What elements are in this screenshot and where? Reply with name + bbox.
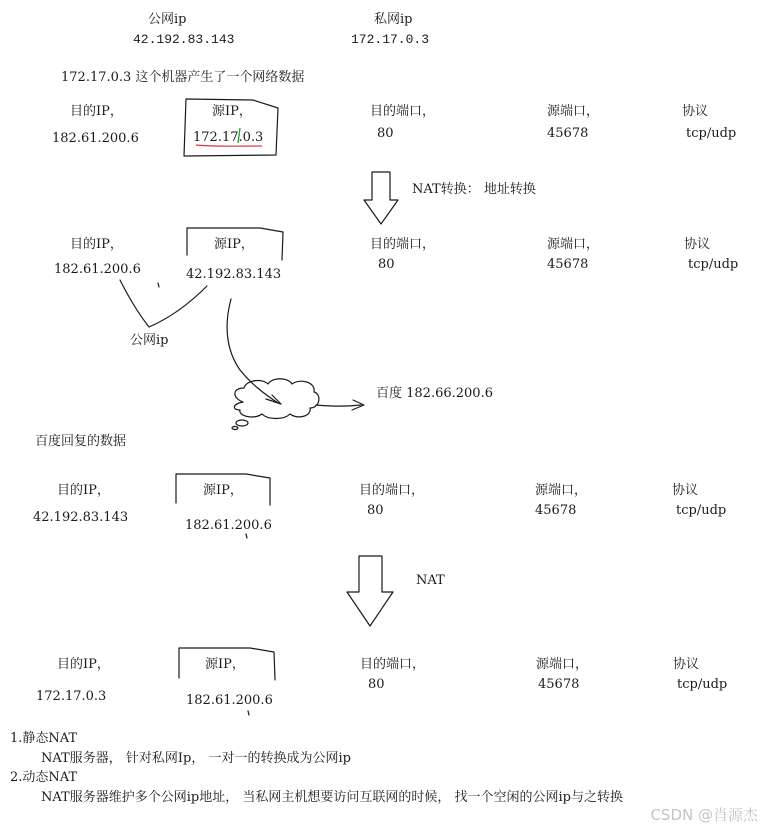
protocol-value: tcp/udp [688,257,739,272]
dst-port-value: 80 [367,503,384,518]
src-ip-label: 源IP， [205,657,245,672]
dst-ip-value: 172.17.0.3 [36,689,107,704]
static-nat-title: 1.静态NAT [10,731,78,746]
nat-label: NAT [416,573,445,588]
dynamic-nat-title: 2.动态NAT [10,770,78,785]
dst-ip-label: 目的IP， [70,104,123,119]
dst-ip-label: 目的IP， [57,657,110,672]
dst-port-value: 80 [378,257,395,272]
protocol-label: 协议 [682,104,709,119]
src-port-value: 45678 [535,503,577,518]
nat-down-arrow-icon [347,556,393,626]
dst-ip-value: 182.61.200.6 [54,262,141,277]
src-port-value: 45678 [547,257,589,272]
protocol-value: tcp/udp [676,503,727,518]
src-ip-value: 182.61.200.6 [185,518,272,533]
dynamic-nat-desc: NAT服务器维护多个公网ip地址， 当私网主机想要访问互联网的时候， 找一个空闲的公网ip与之转换 [41,790,623,805]
dst-port-label: 目的端口， [370,237,436,252]
src-ip-value: 172.17.0.3 [193,130,264,145]
baidu-reply-label: 百度回复的数据 [35,434,127,449]
dst-port-label: 目的端口， [359,483,425,498]
src-port-value: 45678 [538,677,580,692]
watermark: CSDN @肖源杰 [650,806,758,824]
public-ip-brace-label: 公网ip [130,333,169,348]
dst-port-value: 80 [368,677,385,692]
dst-port-value: 80 [377,126,394,141]
protocol-value: tcp/udp [686,126,737,141]
src-port-label: 源端口， [535,483,588,498]
dst-ip-value: 42.192.83.143 [33,510,129,525]
protocol-label: 协议 [673,657,700,672]
dst-ip-label: 目的IP， [57,483,110,498]
protocol-value: tcp/udp [677,677,728,692]
src-port-label: 源端口， [547,237,600,252]
src-ip-label: 源IP， [212,104,252,119]
src-ip-value: 42.192.83.143 [186,267,282,282]
protocol-label: 协议 [672,483,699,498]
nat-translate-label: NAT转换： 地址转换 [412,182,536,197]
dst-port-label: 目的端口， [360,657,426,672]
private-ip-value: 172.17.0.3 [351,32,430,47]
baidu-label: 百度 182.66.200.6 [376,386,493,401]
static-nat-desc: NAT服务器， 针对私网Ip， 一对一的转换成为公网ip [41,751,351,766]
src-ip-value: 182.61.200.6 [186,693,273,708]
dst-port-label: 目的端口， [370,104,436,119]
src-port-label: 源端口， [547,104,600,119]
route-curve [227,299,278,403]
public-ip-label: 公网ip [148,12,187,27]
protocol-label: 协议 [684,237,711,252]
public-ip-value: 42.192.83.143 [133,32,235,47]
src-port-label: 源端口， [536,657,589,672]
private-ip-label: 私网ip [374,12,413,27]
src-ip-label: 源IP， [203,483,243,498]
internet-cloud-icon [234,379,319,419]
dst-ip-label: 目的IP， [70,237,123,252]
dst-ip-value: 182.61.200.6 [52,131,139,146]
src-port-value: 45678 [547,126,589,141]
intro-text: 172.17.0.3 这个机器产生了一个网络数据 [61,70,305,85]
to-baidu-arrow-icon [316,405,361,406]
nat-down-arrow-icon [364,172,398,224]
public-ip-brace-icon [120,280,207,327]
src-ip-label: 源IP， [214,237,254,252]
